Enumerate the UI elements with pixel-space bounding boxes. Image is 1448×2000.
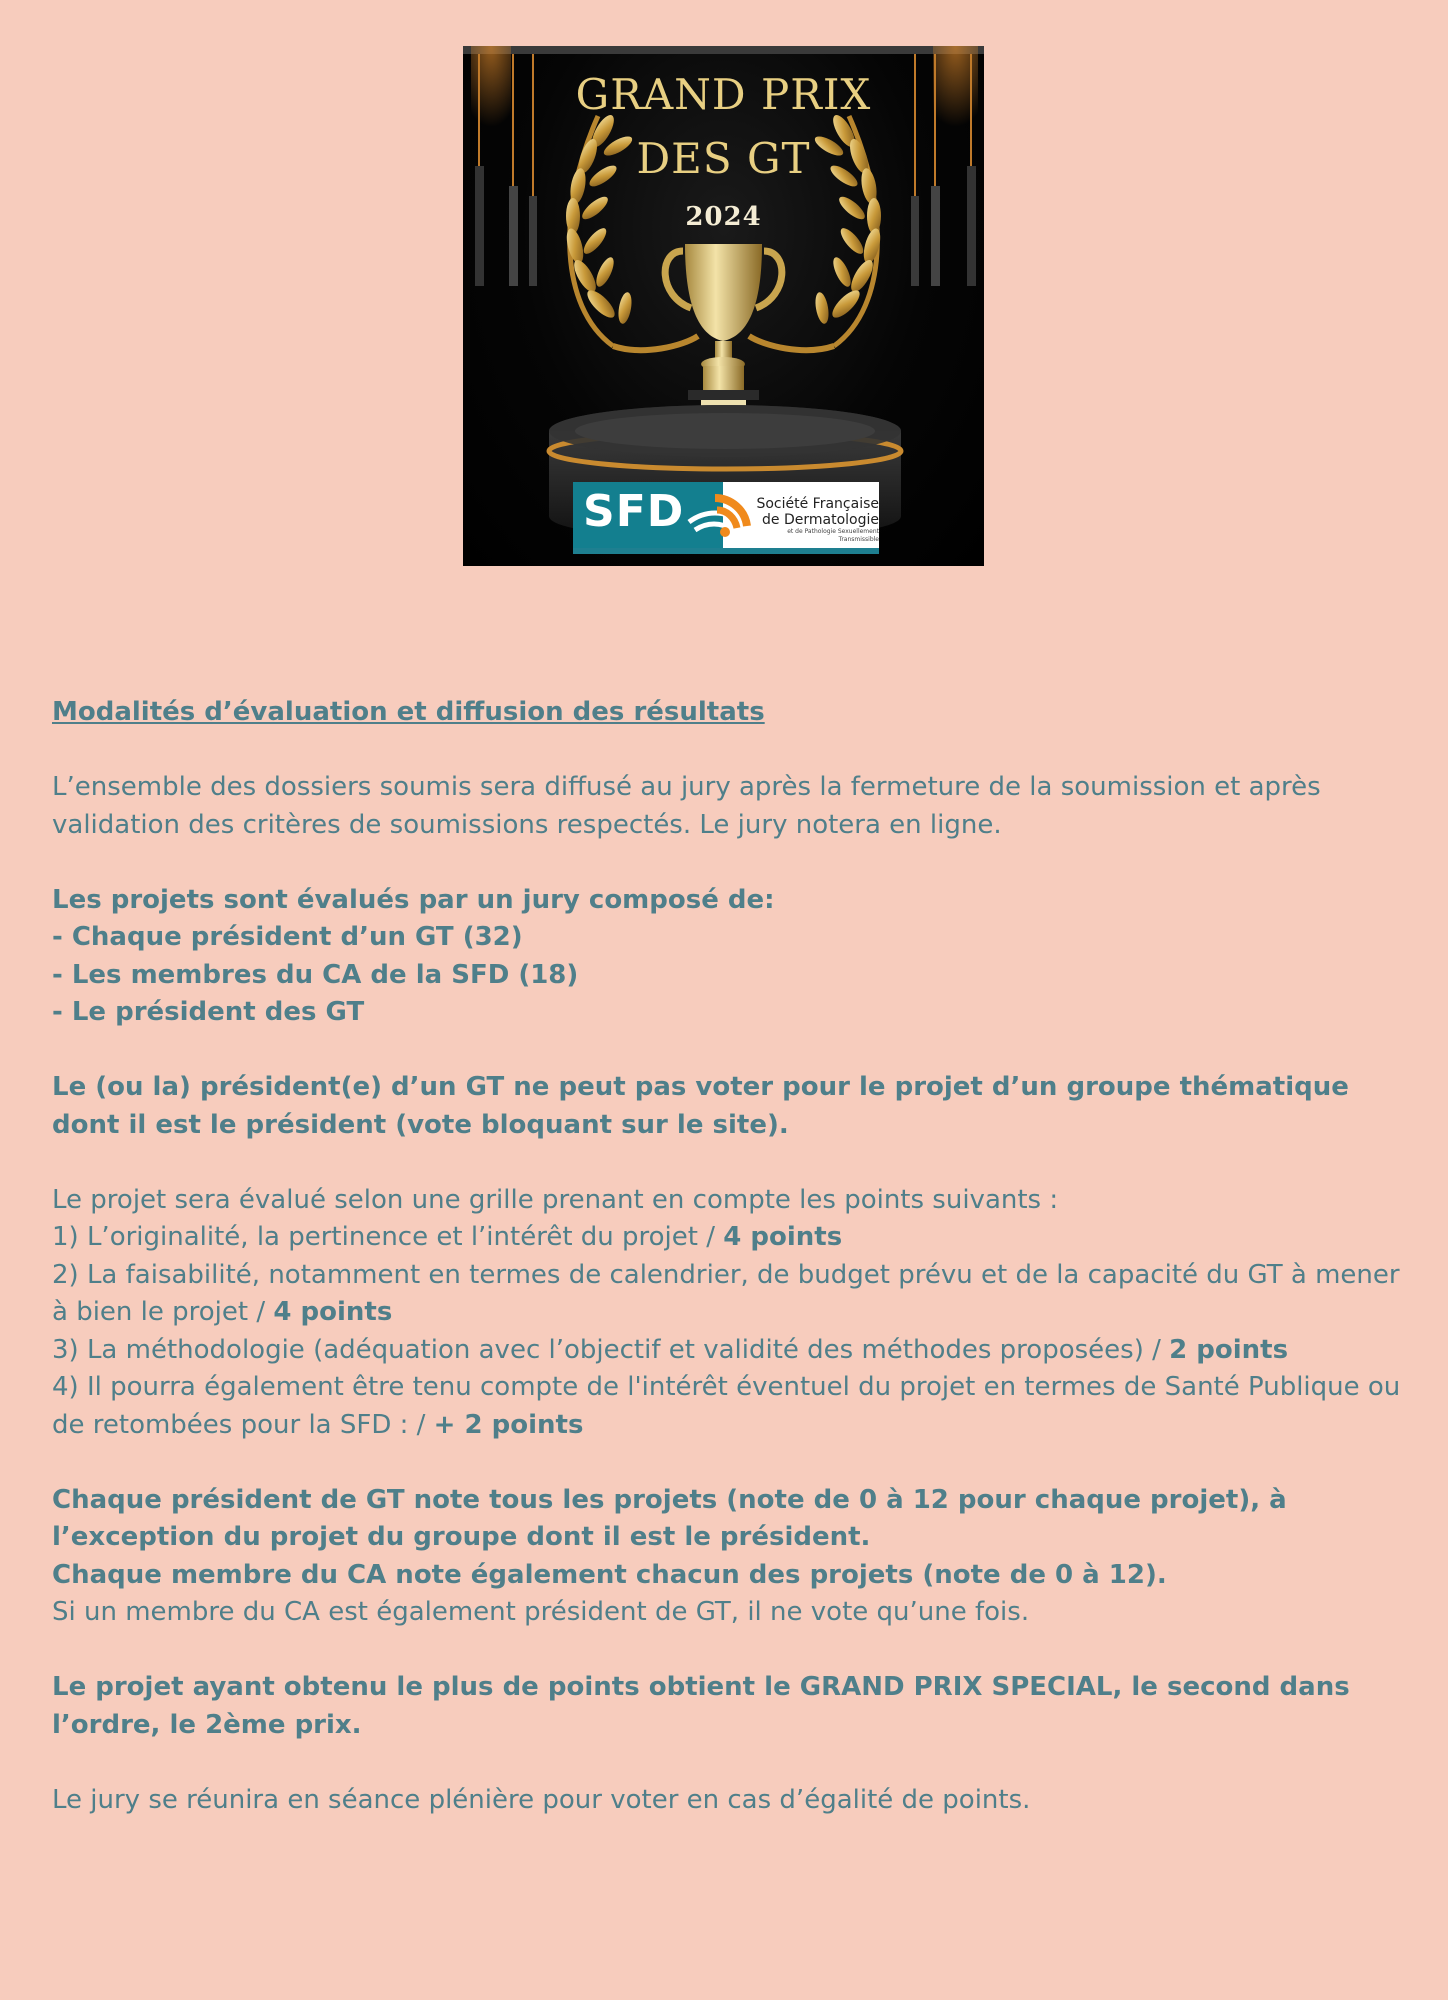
grid-item: 3) La méthodologie (adéquation avec l’objectif et validité des méthodes proposées) / (52, 1334, 1170, 1365)
trophy-cup (665, 244, 782, 426)
sfd-logo (573, 482, 879, 554)
scoring-line: Chaque président de GT note tous les projets (note de 0 à 12 pour chaque projet), à l’exception du projet du groupe dont il est le président. (52, 1484, 1287, 1552)
winner-rule: Le projet ayant obtenu le plus de points obtient le GRAND PRIX SPECIAL, le second dans l’ordre, le 2ème prix. (52, 1672, 1350, 1740)
scoring-line: Chaque membre du CA note également chacun des projets (note de 0 à 12). (52, 1559, 1167, 1590)
evaluation-grid (52, 1182, 1402, 1445)
grand-prix-poster (463, 46, 984, 566)
intro-paragraph: L’ensemble des dossiers soumis sera diffusé au jury après la fermeture de la soumission et après validation des critères de soumissions respectés. Le jury notera en ligne. (52, 772, 1321, 840)
jury-title: Les projets sont évalués par un jury composé de: (52, 884, 775, 915)
evaluation-text (52, 694, 1402, 1857)
scoring-rules (52, 1482, 1402, 1632)
grid-item: 1) L’originalité, la pertinence et l’intérêt du projet / (52, 1222, 724, 1252)
grid-item: 4) Il pourra également être tenu compte de l'intérêt éventuel du projet en termes de Santé Publique ou de retombées pour la SFD : / (52, 1372, 1401, 1440)
poster-title-line2: DES GT (636, 134, 811, 183)
poster-title-line1: GRAND PRIX (575, 70, 872, 119)
jury-member: - Chaque président d’un GT (32) (52, 922, 523, 952)
jury-composition (52, 882, 1402, 1032)
grid-intro: Le projet sera évalué selon une grille prenant en compte les points suivants : (52, 1184, 1059, 1215)
sfd-org-name (745, 496, 879, 544)
poster-year: 2024 (685, 202, 762, 232)
sfd-logo-text: SFD (583, 486, 685, 537)
scoring-line: Si un membre du CA est également président de GT, il ne vote qu’une fois. (52, 1597, 1030, 1627)
jury-member: - Les membres du CA de la SFD (18) (52, 959, 579, 990)
grid-item-points: + 2 points (433, 1409, 584, 1440)
sfd-org-line1: Société Française (756, 496, 879, 512)
section-heading: Modalités d’évaluation et diffusion des résultats (52, 697, 765, 727)
sfd-org-line3: et de Pathologie Sexuellement Transmissible (787, 528, 879, 543)
grid-item-points: 4 points (273, 1297, 393, 1327)
grid-item-points: 4 points (723, 1222, 843, 1252)
sfd-org-line2: de Dermatologie (762, 512, 879, 528)
grid-item: 2) La faisabilité, notamment en termes de calendrier, de budget prévu et de la capacité du GT à mener à bien le projet / (52, 1259, 1400, 1327)
vote-rule: Le (ou la) président(e) d’un GT ne peut pas voter pour le projet d’un groupe thématique dont il est le président (vote bloquant sur le site). (52, 1072, 1349, 1140)
tie-rule: Le jury se réunira en séance plénière pour voter en cas d’égalité de points. (52, 1784, 1031, 1815)
jury-member: - Le président des GT (52, 997, 365, 1027)
grid-item-points: 2 points (1169, 1334, 1289, 1365)
